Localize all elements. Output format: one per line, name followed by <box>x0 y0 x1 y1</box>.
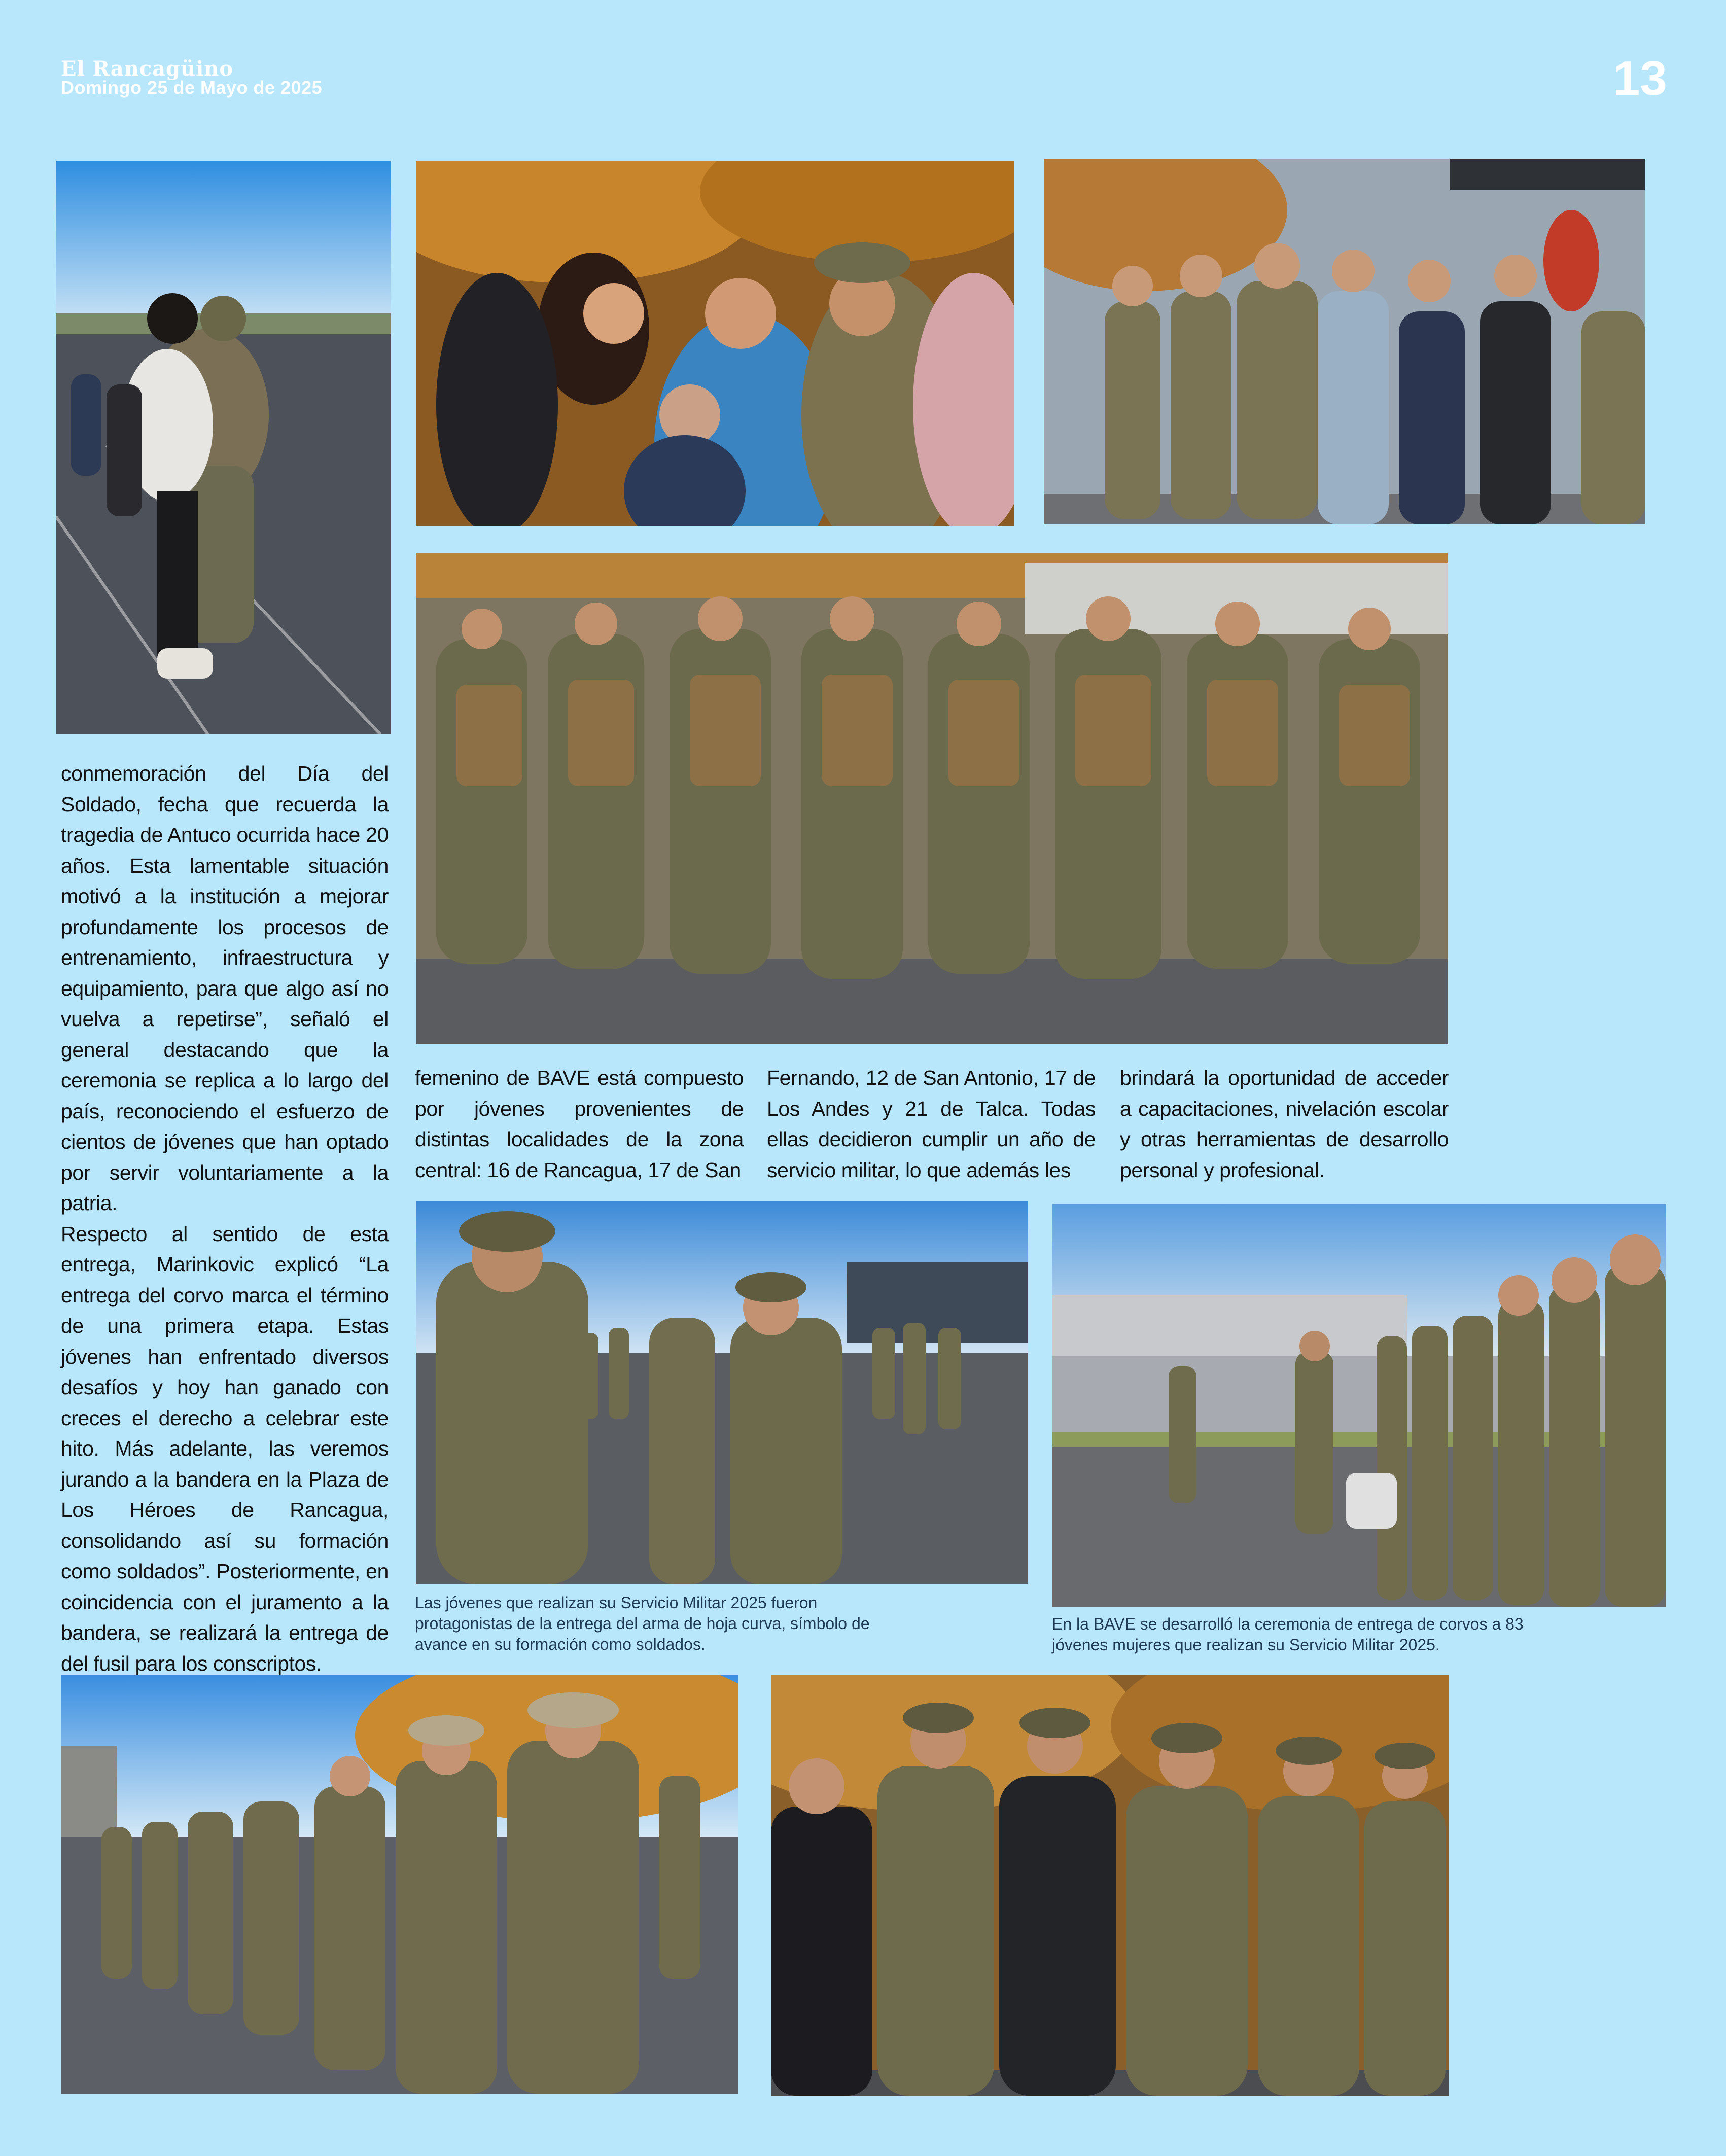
photo-march-image <box>416 553 1448 1044</box>
article-column-1 <box>61 758 389 1710</box>
photo-reunion-image <box>1044 159 1645 524</box>
article-paragraph: conmemoración del Día del Soldado, fecha que recuerda la tragedia de Antuco ocurrida hace 20 años. Esta lamentable situación motivó a la institución a mejorar profundamente los procesos de entrenamiento, infraestructura y equipamiento, para que algo así no vuelva a repetirse”, señaló el general destacando que la ceremonia se replica a lo largo del país, reconociendo el esfuerzo de cientos de jóvenes que han optado por servir voluntariamente a la patria. <box>61 762 389 1215</box>
publication-name: El Rancagüino <box>61 57 234 81</box>
article-paragraph: Respecto al sentido de esta entrega, Marinkovic explicó “La entrega del corvo marca el término de una primera etapa. Estas jóvenes han enfrentado diversos desafíos y hoy han ganado con creces el derecho a celebrar este hito. Más adelante, las veremos jurando a la bandera en la Plaza de Los Héroes de Rancagua, consolidando así su formación como soldados”. Posteriormente, en coincidencia con el juramento a la bandera, se realizará la entrega de del fusil para los conscriptos. <box>61 1222 389 1675</box>
photo-embrace-image <box>56 161 391 734</box>
photo-families <box>416 161 1014 526</box>
photo-salute-image <box>771 1675 1449 2096</box>
article-column-2: femenino de BAVE está compuesto por jóvenes provenientes de distintas localidades de la zona central: 16 de Rancagua, 17 de San <box>415 1066 744 1182</box>
article-column-4: brindará la oportunidad de acceder a capacitaciones, nivelación escolar y otras herramientas de desarrollo personal y profesional. <box>1120 1066 1449 1182</box>
photo-reunion <box>1044 159 1645 524</box>
photo-parade <box>61 1675 738 2094</box>
caption-ceremony: En la BAVE se desarrolló la ceremonia de entrega de corvos a 83 jóvenes mujeres que realizan su Servicio Militar 2025. <box>1052 1615 1524 1654</box>
page-number: 13 <box>1613 51 1667 105</box>
photo-salute <box>771 1675 1449 2096</box>
publication-date: Domingo 25 de Mayo de 2025 <box>61 77 323 98</box>
photo-ceremony <box>1052 1204 1666 1607</box>
photo-handover <box>416 1201 1028 1584</box>
article-column-3: Fernando, 12 de San Antonio, 17 de Los Andes y 21 de Talca. Todas ellas decidieron cumplir un año de servicio militar, lo que además les <box>767 1066 1096 1182</box>
caption-handover: Las jóvenes que realizan su Servicio Militar 2025 fueron protagonistas de la entrega del arma de hoja curva, símbolo de avance en su formación como soldados. <box>415 1594 870 1653</box>
photo-march <box>416 553 1448 1044</box>
photo-embrace <box>56 161 391 734</box>
photo-ceremony-image <box>1052 1204 1666 1607</box>
photo-handover-image <box>416 1201 1028 1584</box>
photo-families-image <box>416 161 1014 526</box>
photo-parade-image <box>61 1675 738 2094</box>
